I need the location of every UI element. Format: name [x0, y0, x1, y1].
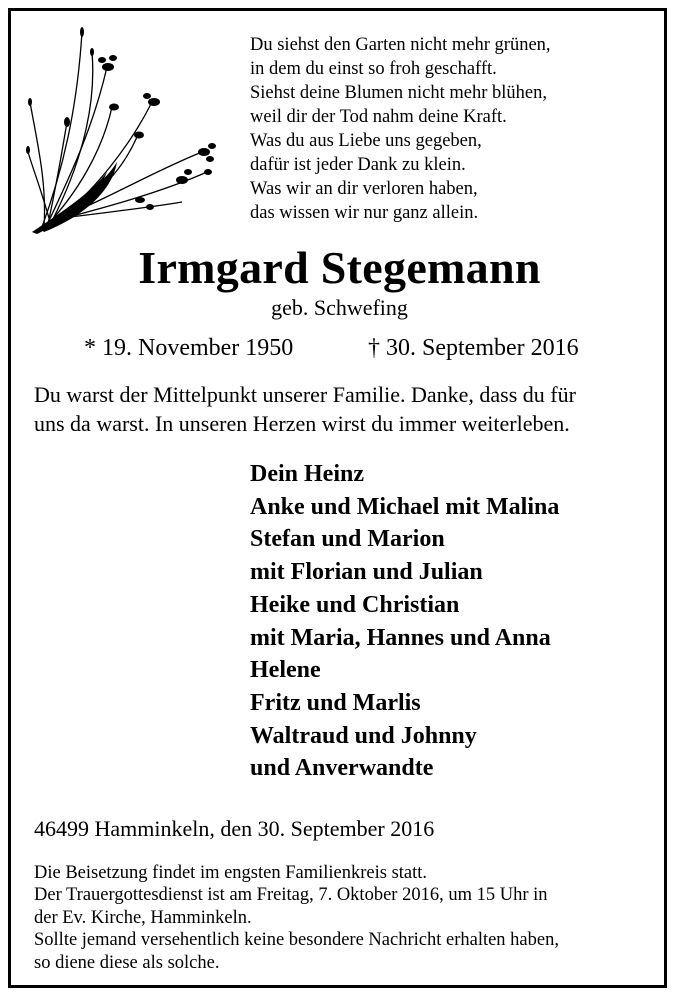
poem-line: Was du aus Liebe uns gegeben,	[250, 131, 482, 151]
birth-name: geb. Schwefing	[271, 295, 408, 320]
farewell-message	[34, 380, 576, 438]
mourner-entry: Helene	[250, 657, 321, 684]
poem-line: in dem du einst so froh geschafft.	[250, 59, 497, 79]
mourner-entry: Anke und Michael mit Malina	[250, 493, 560, 520]
mourners-list	[250, 458, 559, 785]
mourner-entry: Fritz und Marlis	[250, 689, 421, 716]
poem-line: dafür ist jeder Dank zu klein.	[250, 155, 466, 175]
mourner-entry: Stefan und Marion	[250, 526, 445, 553]
poem-line: das wissen wir nur ganz allein.	[250, 203, 479, 223]
message-line: Du warst der Mittelpunkt unserer Familie. Danke, dass du für	[34, 382, 576, 407]
deceased-name: Irmgard Stegemann	[138, 242, 541, 293]
mourner-entry: mit Maria, Hannes und Anna	[250, 624, 551, 651]
poem-line: Was wir an dir verloren haben,	[250, 179, 478, 199]
place-and-date: 46499 Hamminkeln, den 30. September 2016	[34, 816, 435, 841]
mourner-entry: mit Florian und Julian	[250, 559, 483, 586]
flower-bouquet-drawing	[22, 22, 232, 237]
notice-line: der Ev. Kirche, Hamminkeln.	[34, 907, 252, 928]
birth-date: * 19. November 1950	[84, 335, 294, 361]
poem-line: Siehst deine Blumen nicht mehr blühen,	[250, 83, 547, 103]
notice-line: Der Trauergottesdienst ist am Freitag, 7. Oktober 2016, um 15 Uhr in	[34, 885, 548, 906]
mourner-entry: und Anverwandte	[250, 755, 434, 782]
poem-line: weil dir der Tod nahm deine Kraft.	[250, 107, 507, 127]
message-line: uns da warst. In unseren Herzen wirst du immer weiterleben.	[34, 411, 570, 436]
notice-line: Sollte jemand versehentlich keine besondere Nachricht erhalten haben,	[34, 930, 559, 951]
mourner-entry: Waltraud und Johnny	[250, 722, 477, 749]
death-date: † 30. September 2016	[368, 335, 579, 361]
notice-line: so diene diese als solche.	[34, 952, 220, 973]
poem	[250, 33, 551, 225]
mourner-entry: Heike und Christian	[250, 591, 460, 618]
funeral-notice	[34, 862, 559, 974]
poem-line: Du siehst den Garten nicht mehr grünen,	[250, 35, 551, 55]
notice-line: Die Beisetzung findet im engsten Familienkreis statt.	[34, 863, 428, 883]
mourner-entry: Dein Heinz	[250, 461, 364, 487]
